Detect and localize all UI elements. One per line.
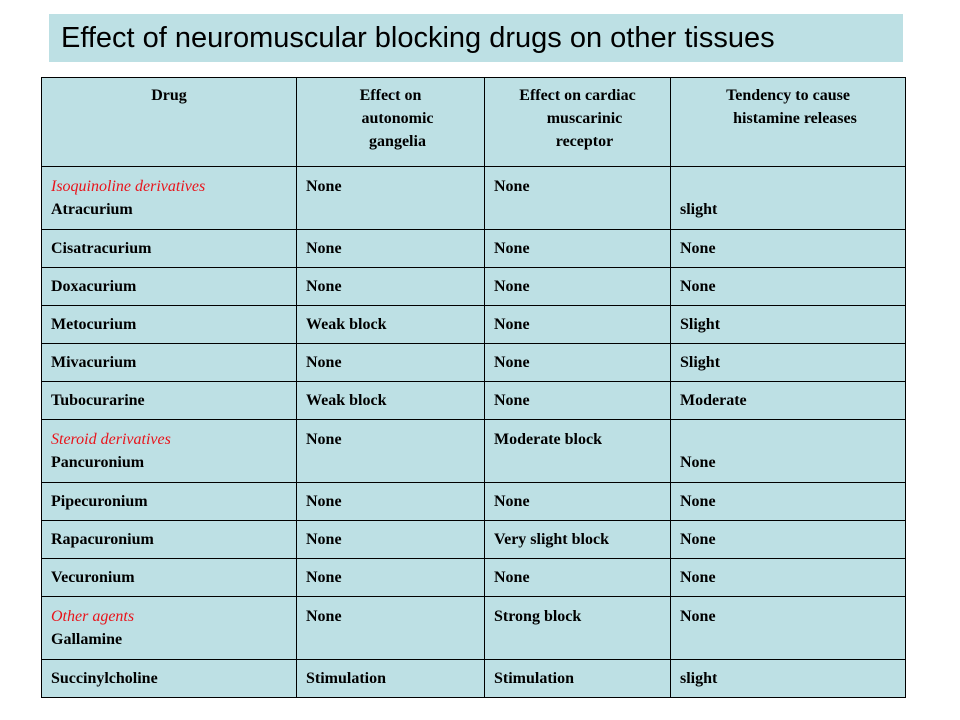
- cardiac-cell: Strong block: [485, 597, 671, 660]
- table-row: [42, 420, 906, 483]
- drug-cell: Pipecuronium: [42, 483, 297, 521]
- histamine-cell: None: [671, 559, 906, 597]
- histamine-cell: slight: [671, 167, 906, 230]
- histamine-cell: None: [671, 420, 906, 483]
- drug-cell: Mivacurium: [42, 344, 297, 382]
- table-row: [42, 597, 906, 660]
- drug-name: Atracurium: [51, 201, 133, 218]
- drug-cell: [42, 597, 297, 660]
- histamine-cell: slight: [671, 660, 906, 698]
- header-drug-label: Drug: [151, 87, 187, 104]
- table-row: [42, 344, 906, 382]
- drug-cell: Rapacuronium: [42, 521, 297, 559]
- cardiac-cell: Very slight block: [485, 521, 671, 559]
- cardiac-cell: None: [485, 483, 671, 521]
- cardiac-cell: None: [485, 344, 671, 382]
- drug-cell: Vecuronium: [42, 559, 297, 597]
- autonomic-cell: None: [297, 167, 485, 230]
- header-cardiac-line3: receptor: [555, 133, 614, 150]
- header-drug: [42, 78, 297, 167]
- autonomic-cell: None: [297, 559, 485, 597]
- table-row: [42, 382, 906, 420]
- histamine-cell: Slight: [671, 344, 906, 382]
- table-row: [42, 483, 906, 521]
- group-label: Other agents: [51, 608, 135, 625]
- drug-cell: Tubocurarine: [42, 382, 297, 420]
- drug-cell: Succinylcholine: [42, 660, 297, 698]
- table-row: [42, 268, 906, 306]
- autonomic-cell: Weak block: [297, 306, 485, 344]
- table-row: [42, 306, 906, 344]
- header-cardiac-line2: muscarinic: [546, 110, 623, 127]
- header-cardiac: [485, 78, 671, 167]
- table-row: [42, 559, 906, 597]
- cardiac-cell: Moderate block: [485, 420, 671, 483]
- autonomic-cell: None: [297, 521, 485, 559]
- drug-effects-table: [41, 77, 906, 698]
- autonomic-cell: None: [297, 268, 485, 306]
- drug-cell: Doxacurium: [42, 268, 297, 306]
- cardiac-cell: None: [485, 306, 671, 344]
- cardiac-cell: None: [485, 230, 671, 268]
- histamine-cell: None: [671, 597, 906, 660]
- histamine-cell: Moderate: [671, 382, 906, 420]
- autonomic-cell: None: [297, 483, 485, 521]
- cardiac-cell: None: [485, 167, 671, 230]
- header-autonomic-line2: autonomic: [361, 110, 434, 127]
- histamine-cell: None: [671, 483, 906, 521]
- drug-cell: Metocurium: [42, 306, 297, 344]
- table-row: [42, 230, 906, 268]
- group-label: Isoquinoline derivatives: [51, 178, 206, 195]
- header-autonomic-line3: gangelia: [369, 133, 426, 150]
- table-row: [42, 660, 906, 698]
- drug-cell: Cisatracurium: [42, 230, 297, 268]
- histamine-cell: None: [671, 230, 906, 268]
- group-label: Steroid derivatives: [51, 431, 171, 448]
- autonomic-cell: None: [297, 344, 485, 382]
- autonomic-cell: None: [297, 597, 485, 660]
- autonomic-cell: Weak block: [297, 382, 485, 420]
- cardiac-cell: None: [485, 268, 671, 306]
- cardiac-cell: None: [485, 559, 671, 597]
- autonomic-cell: None: [297, 420, 485, 483]
- autonomic-cell: Stimulation: [297, 660, 485, 698]
- drug-cell: [42, 167, 297, 230]
- histamine-cell: None: [671, 521, 906, 559]
- drug-cell: [42, 420, 297, 483]
- table-header-row: [42, 78, 906, 167]
- histamine-cell: None: [671, 268, 906, 306]
- drug-name: Gallamine: [51, 631, 123, 648]
- header-autonomic: [297, 78, 485, 167]
- autonomic-cell: None: [297, 230, 485, 268]
- header-cardiac-line1: Effect on cardiac: [519, 87, 636, 104]
- header-autonomic-line1: Effect on: [359, 87, 422, 104]
- header-histamine-line1: Tendency to cause: [726, 87, 850, 104]
- table-row: [42, 167, 906, 230]
- title-banner: [49, 14, 903, 62]
- page-title: Effect of neuromuscular blocking drugs on other tissues: [61, 21, 775, 54]
- drug-name: Pancuronium: [51, 454, 145, 471]
- table-row: [42, 521, 906, 559]
- cardiac-cell: None: [485, 382, 671, 420]
- header-histamine: [671, 78, 906, 167]
- cardiac-cell: Stimulation: [485, 660, 671, 698]
- header-histamine-line2: histamine releases: [733, 110, 857, 127]
- histamine-cell: Slight: [671, 306, 906, 344]
